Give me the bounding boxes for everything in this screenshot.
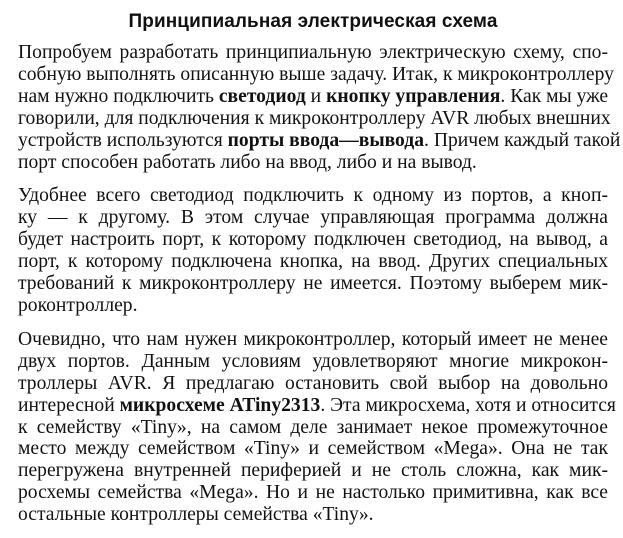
text-run: остальные контроллеры семейства «Tiny».: [18, 504, 374, 526]
text-line: [18, 417, 608, 439]
bold-term: светодиод: [218, 85, 306, 107]
bold-term: кнопку управления: [326, 85, 501, 107]
text-line: [18, 460, 608, 482]
text-run: говорили, для подключения к микроконтроллеру AVR любых внешних: [18, 107, 611, 129]
text-run: троллеры AVR. Я предлагаю остановить свой выбор на довольно: [18, 372, 608, 394]
text-line: [18, 251, 608, 273]
text-line: [18, 129, 621, 152]
text-line: [18, 329, 608, 351]
body-text: [18, 42, 621, 526]
text-run: . Эта микросхема, хотя и относится: [320, 394, 616, 416]
text-run: Удобнее всего светодиод подключить к одному из портов, а кноп-: [18, 185, 608, 207]
text-line: [18, 295, 608, 317]
text-line: [18, 63, 614, 86]
book-page: [18, 10, 621, 538]
text-run: место между семейством «Tiny» и семейством «Mega». Она не так: [18, 438, 608, 460]
text-run: Попробуем разработать принципиальную электрическую схему, спо-: [18, 42, 608, 63]
text-run: двух портов. Данным условиям удовлетворяют многие микрокон-: [18, 350, 608, 372]
text-run: роконтроллер.: [18, 294, 138, 316]
text-run: собную выполнять описанную выше задачу. Итак, к микроконтроллеру: [18, 63, 614, 85]
text-line: [18, 152, 608, 174]
text-run: . Как мы уже: [500, 85, 609, 107]
text-line: [18, 394, 616, 417]
text-run: к семейству «Tiny», на самом деле занимает некое промежуточное: [18, 416, 608, 438]
text-run: порт способен работать либо на ввод, либо и на вывод.: [18, 151, 477, 173]
text-run: . Причем каждый такой: [424, 129, 621, 151]
text-run: будет настроить порт, к которому подключен светодиод, на вывод, а: [18, 229, 608, 251]
text-line: [18, 229, 608, 251]
paragraph-2: [18, 185, 608, 316]
text-line: [18, 42, 608, 64]
text-line: [18, 273, 608, 295]
text-line: [18, 438, 608, 460]
text-line: [18, 373, 608, 395]
paragraph-3: [18, 328, 616, 526]
text-line: [18, 351, 608, 373]
text-run: Очевидно, что нам нужен микроконтроллер, который имеет не менее: [18, 328, 608, 350]
text-run: перегружена внутренней периферией и не столь сложна, как мик-: [18, 460, 608, 482]
text-run: и: [305, 85, 327, 107]
text-run: устройств используются: [18, 129, 228, 151]
bold-term: порты ввода—вывода: [227, 129, 425, 151]
text-run: интересной: [18, 394, 120, 416]
text-run: росхемы семейства «Mega». Но и не настолько примитивна, как все: [18, 482, 608, 504]
section-heading: Принципиальная электрическая схема: [128, 11, 498, 32]
text-run: требований к микроконтроллеру не имеется. Поэтому выберем мик-: [18, 273, 608, 295]
text-line: [18, 482, 608, 504]
text-run: нам нужно подключить: [18, 85, 219, 107]
text-run: порт, к которому подключена кнопка, на ввод. Других специальных: [18, 251, 608, 273]
bold-term: микросхеме ATiny2313: [119, 394, 321, 416]
text-run: ку — к другому. В этом случае управляющая программа должна: [18, 207, 608, 229]
text-line: [18, 107, 611, 130]
text-line: [18, 207, 608, 229]
text-line: [18, 185, 608, 207]
text-line: [18, 86, 608, 108]
paragraph-1: [18, 42, 621, 173]
text-line: [18, 504, 608, 526]
